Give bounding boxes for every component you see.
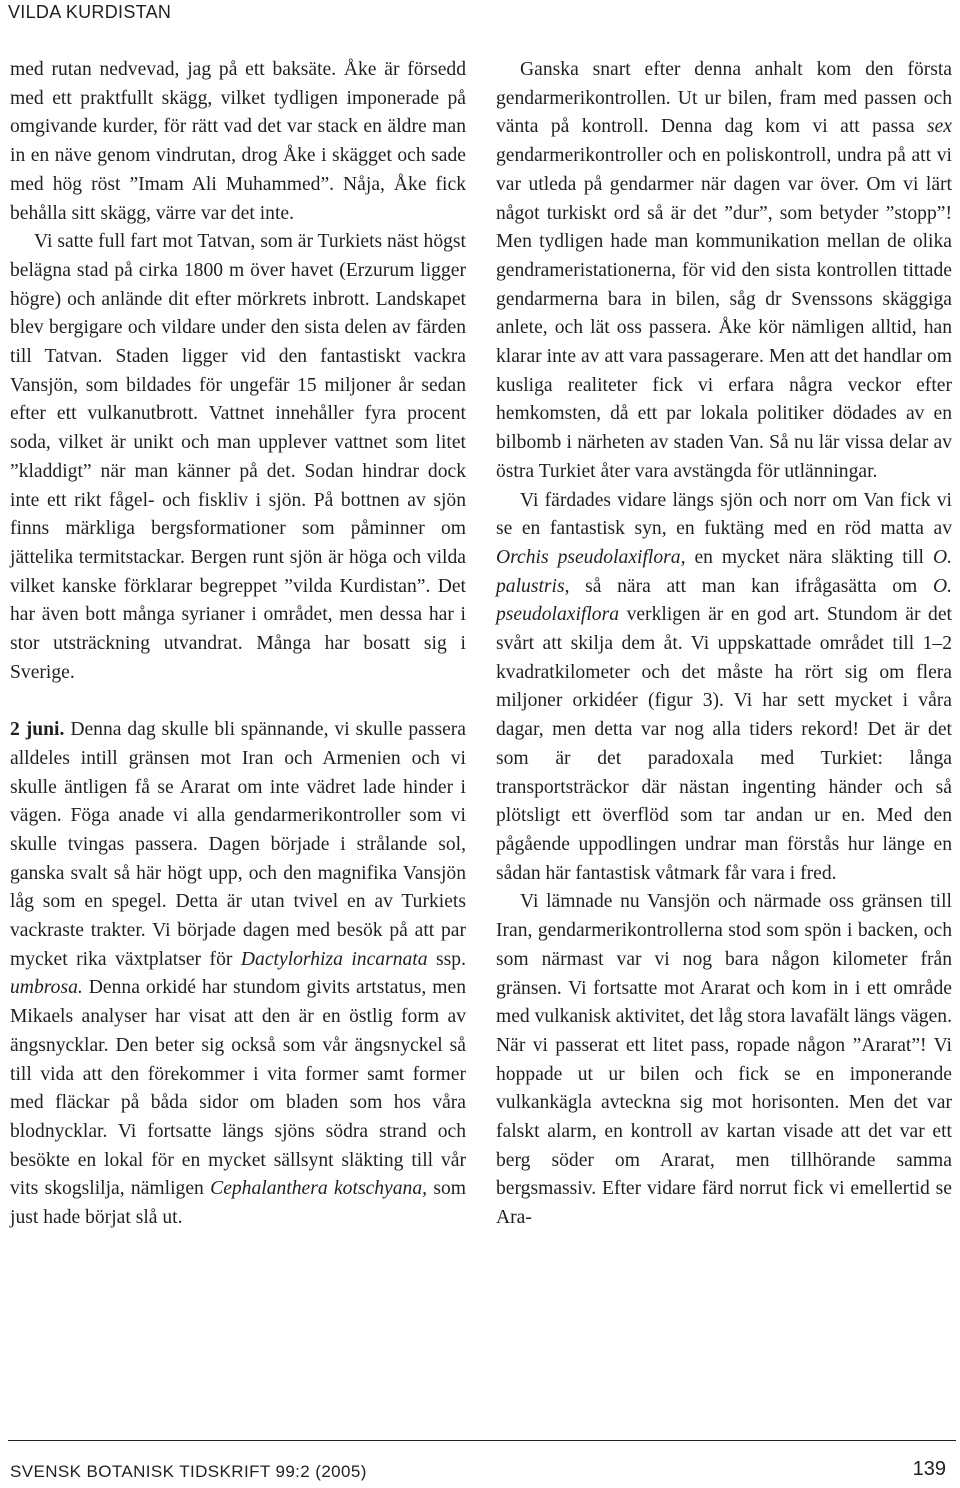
paragraph: Vi lämnade nu Vansjön och närmade oss gränsen till Iran, gendarmerikontrollerna stod som spön i backen, och som närmast var vi nog bara någon kilometer från gränsen. Vi fortsatte mot Ararat och kom in i ett område med vulkanisk aktivitet, det låg stora lavafält längs vägen. När vi passerat ett litet pass, ropade någon ”Ararat”! Vi hoppade ut ur bilen och fick se en imponerande vulkankägla avteckna sig mot horisonten. Men det var falskt alarm, en kontroll av kartan visade att det var ett berg söder om Ararat, men tillhörande samma bergsmassiv. Efter vidare färd norrut fick vi emellertid se Ara-	[496, 891, 952, 1229]
journal-citation: SVENSK BOTANISK TIDSKRIFT 99:2 (2005)	[10, 1462, 367, 1481]
species-name: O. pseudolaxiflora	[496, 575, 952, 626]
paragraph: Vi satte full fart mot Tatvan, som är Turkiets näst högst belägna stad på cirka 1800 m över havet (Erzurum ligger högre) och anlände dit efter mörkrets inbrott. Landskapet blev bergigare och vildare under den sista delen av färden till Tatvan. Staden ligger vid den fantastiskt vackra Vansjön, som bildades för ungefär 15 miljoner år sedan efter ett vulkanutbrott. Vattnet innehåller fyra procent soda, vilket är unikt och man upplever vattnet som litet ”kladdigt” när man känner på det. Sodan hindrar dock inte ett rikt fågel- och fiskliv i sjön. På bottnen av sjön finns märkliga bergsformationer som påminner om jättelika termitstackar. Bergen runt sjön är höga och vilda vilket kanske förklarar begreppet ”vilda Kurdistan”. Det har även bott många syrianer i området, men dessa har i stor utsträckning utvandrat. Många har bosatt sig i Sverige.	[10, 231, 466, 683]
italic-word: sex	[926, 116, 952, 138]
text-run: , så nära att man kan ifrågasätta om	[564, 575, 918, 597]
text-run: Ganska snart efter denna anhalt kom den första gendarmerikontrollen. Ut ur bilen, fram med passen och vänta på kontroll. Denna dag kom vi att passa	[496, 59, 952, 138]
paragraph: med rutan nedvevad, jag på ett baksäte. Åke är försedd med ett praktfullt skägg, vilket tydligen imponerade på omgivande kurder, för rätt vad det var stack en äldre man in en näve genom vindrutan, drog Åke i skägget och sade med hög röst ”Imam Ali Muhammed”. Nåja, Åke fick behålla sitt skägg, värre var det inte.	[10, 59, 466, 224]
left-column	[10, 56, 466, 1233]
species-name: umbrosa.	[10, 977, 83, 999]
species-name: Orchis pseudolaxiflora,	[496, 546, 686, 568]
text-run: Denna dag skulle bli spännande, vi skulle passera alldeles intill gränsen mot Iran och Armenien och vi skulle äntligen få se Ararat om inte vädret lade hinder i vägen. Föga anade vi alla gendarmerikontroller som vi skulle tvingas passera. Dagen började i strålande sol, ganska svalt så här högt upp, och den magnifika Vansjön låg som en spegel. Detta är utan tvivel en av Turkiets vackraste trakter. Vi började dagen med besök på att par mycket rika växtplatser för	[10, 719, 467, 970]
footer-rule	[8, 1440, 956, 1441]
text-run: verkligen är en god art. Stundom är det svårt att skilja dem åt. Vi uppskattade området till 1–2 kvadratkilometer och det måste ha rört sig om flera miljoner orkidéer (figur 3). Vi har sett mycket i våra dagar, men detta var nog alla tiders rekord! Det är det som är det paradoxala med Turkiet: långa transportsträckor där nästan ingenting händer och så plötsligt ett överflöd som tar andan ur en. Med den pågående uppodlingen undrar man förstås hur länge en sådan här fantastisk våtmark får vara i fred.	[496, 604, 952, 884]
text-run: gendarmerikontroller och en poliskontroll, undra på att vi var utleda på gendarmer när dagen var över. Om vi lärt något turkiskt ord så är det ”dur”, som betyder ”stopp”! Men tydligen hade man kommunikation mellan de olika gendrameristationerna, för vid den sista kontrollen tittade gendarmerna bara in bilen, såg dr Svenssons skäggiga anlete, och lät oss passera. Åke kör nämligen alltid, han klarar inte av att vara passagerare. Men att det handlar om kusliga realiteter fick vi erfara några veckor efter hemkomsten, då ett par lokala politiker dödades av en bilbomb i närheten av staden Van. Så nu lär vissa delar av östra Turkiet åter vara avstängda för utlänningar.	[496, 145, 952, 482]
text-run: Vi färdades vidare längs sjön och norr om Van fick vi se en fantastisk syn, en fuktäng med en röd matta av	[496, 489, 952, 540]
text-run: Denna orkidé har stundom givits artstatus, men Mikaels analyser har visat att den är en östlig form av ängsnycklar. Den beter sig också som vår ängsnyckel så till vida att den förekommer i vita former samt former med fläckar på båda sidor om bladen som hos våra blodnycklar. Vi fortsatte längs sjöns södra strand och besökte en lokal för en mycket sällsynt släkting till vår vits skogslilja, nämligen	[10, 977, 466, 1200]
text-run: ssp.	[436, 948, 466, 970]
species-name: Dactylorhiza incarnata	[240, 948, 428, 970]
paragraph	[496, 56, 952, 487]
species-name: O. palustris	[496, 546, 953, 597]
running-head: VILDA KURDISTAN	[8, 2, 172, 22]
date-heading: 2 juni.	[10, 719, 65, 741]
paragraph-dated	[10, 716, 466, 1233]
right-column	[496, 56, 952, 1233]
page-number: 139	[912, 1458, 946, 1480]
species-name: Cephalanthera kotschyana,	[210, 1178, 428, 1200]
text-run: som just hade börjat slå ut.	[10, 1178, 466, 1229]
text-run: en mycket nära släkting till	[694, 546, 924, 568]
paragraph	[496, 487, 952, 889]
